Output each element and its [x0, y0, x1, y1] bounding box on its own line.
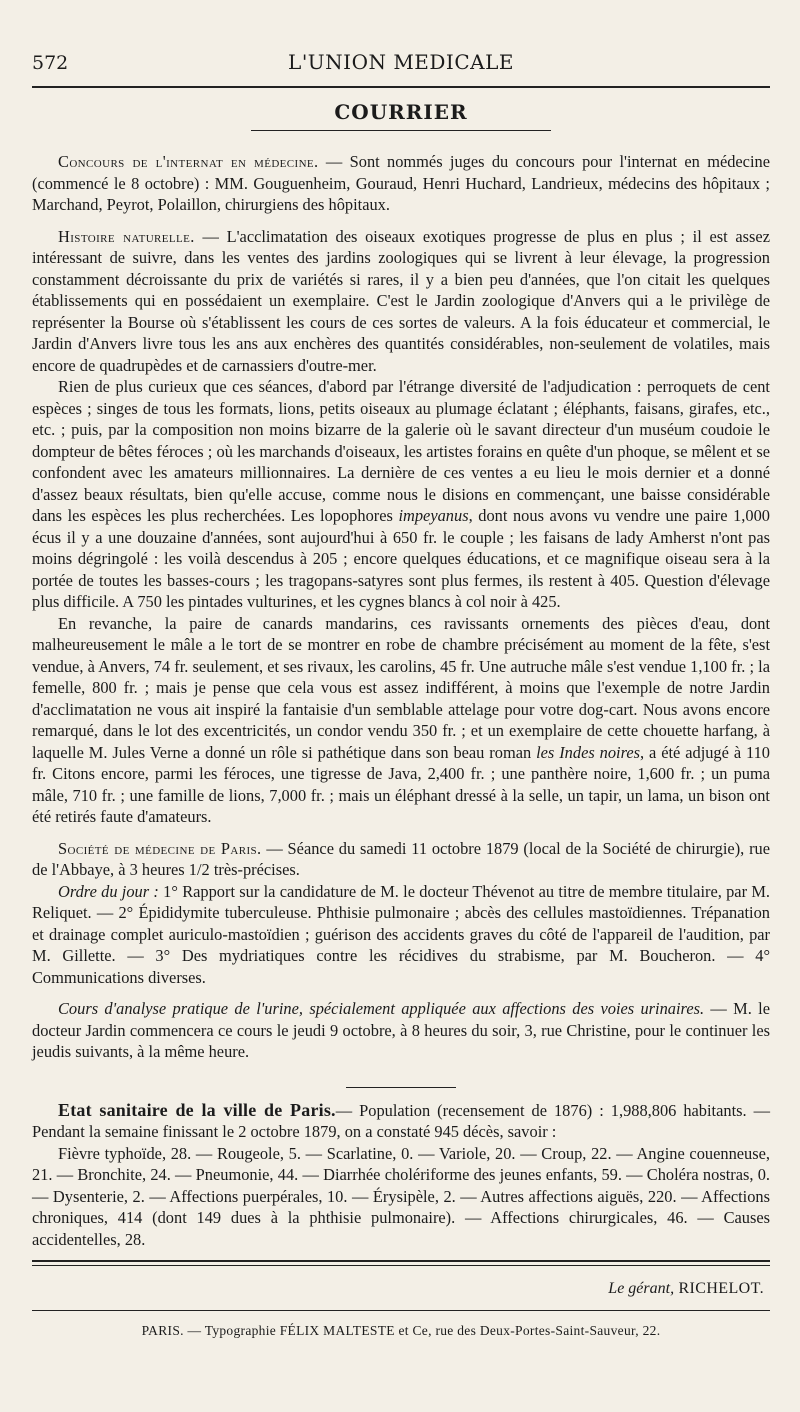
- article-body: [32, 151, 770, 1250]
- running-head: L'UNION MEDICALE: [288, 50, 514, 74]
- section-title: COURRIER: [334, 100, 468, 124]
- societe-text: — Séance du samedi 11 octobre 1879 (local de la Société de chirurgie), rue de l'Abbaye, à 3 heures 1/2 très-précises.: [32, 838, 770, 879]
- cours-italic: Cours d'analyse pratique de l'urine, spécialement appliquée aux affections des voies urinaires.: [58, 999, 705, 1018]
- paragraph-rien: [32, 376, 770, 613]
- revanche-text-1: En revanche, la paire de canards mandarins, ces ravissants ornements des pièces d'eau, dont malheureusement le mâle a le tort de se montrer en robe de chambre précisément au moment de la fête, s'est vendue, à Anvers, 74 fr. seulement, et ses rivaux, les carolins, 45 fr. Une autruche mâle s'est vendue 1,100 fr. ; la femelle, 800 fr. ; mais je pense que cela vous est assez indifférent, à moins que l'exemple de notre Jardin d'acclimatation ne vous ait inspiré la fantaisie d'un semblable attelage pour votre dog-cart. Nous avons encore remarqué, dans le lot des excentricités, un condor vendu 350 fr. ; et un exemplaire de cette chouette harfang, à laquelle M. Jules Verne a donné un rôle si pathétique dans son beau roman: [32, 613, 770, 762]
- paragraph-revanche: [32, 613, 770, 828]
- paragraph-societe: [32, 838, 770, 881]
- header-rule: [32, 86, 770, 88]
- ordre-text: 1° Rapport sur la candidature de M. le docteur Thévenot au titre de membre titulaire, par M. Reliquet. — 2° Épididymite tuberculeuse. Phthisie pulmonaire ; abcès des cellules mastoïdiennes. Trépanation et drainage complet auriculo-mastoïdien ; guérison des accidents graves du côté de l'appareil de l'audition, par M. Gillette. — 3° Des mydriatiques contre les récidives du strabisme, par M. Boucheron. — 4° Communications diverses.: [32, 881, 770, 987]
- histoire-heading: Histoire naturelle.: [58, 226, 195, 246]
- title-rule: [251, 130, 551, 131]
- etat-heading: Etat sanitaire de la ville de Paris.: [58, 1099, 336, 1120]
- signature-name: RICHELOT.: [674, 1280, 764, 1297]
- paragraph-etat-list: [32, 1143, 770, 1251]
- printer-imprint: PARIS. — Typographie FÉLIX MALTESTE et Ce, rue des Deux-Portes-Saint-Sauveur, 22.: [141, 1323, 661, 1338]
- paragraph-ordre: [32, 881, 770, 989]
- rien-text-1: Rien de plus curieux que ces séances, d'abord par l'étrange diversité de l'adjudication : perroquets de cent espèces ; singes de tous les formats, lions, petits oiseaux au plumage éclatant ; éléphants, faisans, girafes, etc., etc. ; puis, par la composition non moins bizarre de la galerie où le savant directeur d'un muséum coudoie le dompteur de bêtes féroces ; où les marchands d'oiseaux, les artistes forains en quête d'un phoque, se mêlent et se confondent avec les amateurs millionnaires. La dernière de ces ventes a eu lieu le mois dernier et a donné d'assez beaux résultats, bien qu'elle accuse, comme nous le disions en commençant, une baisse considérable dans les espèces les plus recherchées. Les lopophores: [32, 377, 770, 525]
- page-header: [32, 48, 770, 80]
- paragraph-cours: [32, 998, 770, 1063]
- section-divider: [346, 1087, 456, 1088]
- etat-list: Fièvre typhoïde, 28. — Rougeole, 5. — Scarlatine, 0. — Variole, 20. — Croup, 22. — Angine couenneuse, 21. — Bronchite, 24. — Pneumonie, 44. — Diarrhée cholériforme des jeunes enfants, 59. — Choléra nostras, 0. — Dysenterie, 2. — Affections puerpérales, 10. — Érysipèle, 2. — Autres affections aiguës, 220. — Affections chroniques, 414 (dont 149 dues à la phthisie pulmonaire). — Affections chirurgicales, 46. — Causes accidentelles, 28.: [32, 1143, 770, 1249]
- histoire-text: — L'acclimatation des oiseaux exotiques progresse de plus en plus ; il est assez intéressant de suivre, dans les ventes des jardins zoologiques qui se livrent à leur élevage, la progression constamment décroissante du prix de variétés si rares, il y a bien peu d'années, que l'on citait les quelques établissements qui en possédaient un exemplaire. C'est le Jardin zoologique d'Anvers qui a le privilège de représenter la Bourse où s'établissent les cours de ces sortes de valeurs. A la fois éducateur et commercial, le Jardin d'Anvers livre tous les ans aux enchères des quantités considérables, non-seulement de volatiles, mais encore de quadrupèdes et de carnassiers d'outre-mer.: [32, 226, 770, 375]
- concours-text: — Sont nommés juges du concours pour l'internat en médecine (commencé le 8 octobre) : MM. Gouguenheim, Gouraud, Henri Huchard, Landrieux, médecins des hôpitaux ; Marchand, Peyrot, Polaillon, chirurgiens des hôpitaux.: [32, 152, 770, 214]
- paragraph-concours: [32, 151, 770, 216]
- signature-rule: [32, 1310, 770, 1311]
- rien-italic: impeyanus: [398, 506, 469, 525]
- signature: [32, 1280, 764, 1298]
- rien-text-2: , dont nous avons vu vendre une paire 1,000 écus il y a une douzaine d'années, sont aujourd'hui à 650 fr. le couple ; les faisans de lady Amherst n'ont pas moins dégringolé : les voilà descendus à 205 ; encore quelques éducations, et ce magnifique oiseau sera à la portée de toutes les basses-cours ; les tragopans-satyres sont plus fermes, ils restent à 405. Question d'élevage plus difficile. A 750 les pintades vulturines, et les cygnes blancs à col noir à 425.: [32, 506, 770, 611]
- concours-heading: Concours de l'internat en médecine.: [58, 152, 319, 171]
- cours-text: — M. le docteur Jardin commencera ce cours le jeudi 9 octobre, à 8 heures du soir, 3, rue Christine, pour le continuer les jeudis suivants, à la même heure.: [32, 999, 771, 1061]
- paragraph-etat: [32, 1100, 770, 1143]
- signature-role: Le gérant,: [608, 1280, 675, 1297]
- revanche-text-2: , a été adjugé à 110 fr. Citons encore, parmi les féroces, une tigresse de Java, 2,400 fr. ; une panthère noire, 1,600 fr. ; un puma mâle, 710 fr. ; une famille de lions, 7,000 fr. ; mais un éléphant dressé à la selle, un tapir, un lama, un bison ont été retirés faute d'amateurs.: [32, 742, 770, 826]
- ordre-italic: Ordre du jour :: [58, 881, 159, 901]
- societe-heading: Société de médecine de Paris.: [58, 838, 262, 858]
- end-rule-thin: [32, 1265, 770, 1266]
- end-rule: [32, 1260, 770, 1262]
- etat-intro: — Population (recensement de 1876) : 1,988,806 habitants. — Pendant la semaine finissant le 2 octobre 1879, on a constaté 945 décès, savoir :: [32, 1100, 771, 1141]
- paragraph-histoire: [32, 226, 770, 377]
- revanche-italic: les Indes noires: [536, 742, 640, 762]
- page-number: 572: [32, 52, 69, 74]
